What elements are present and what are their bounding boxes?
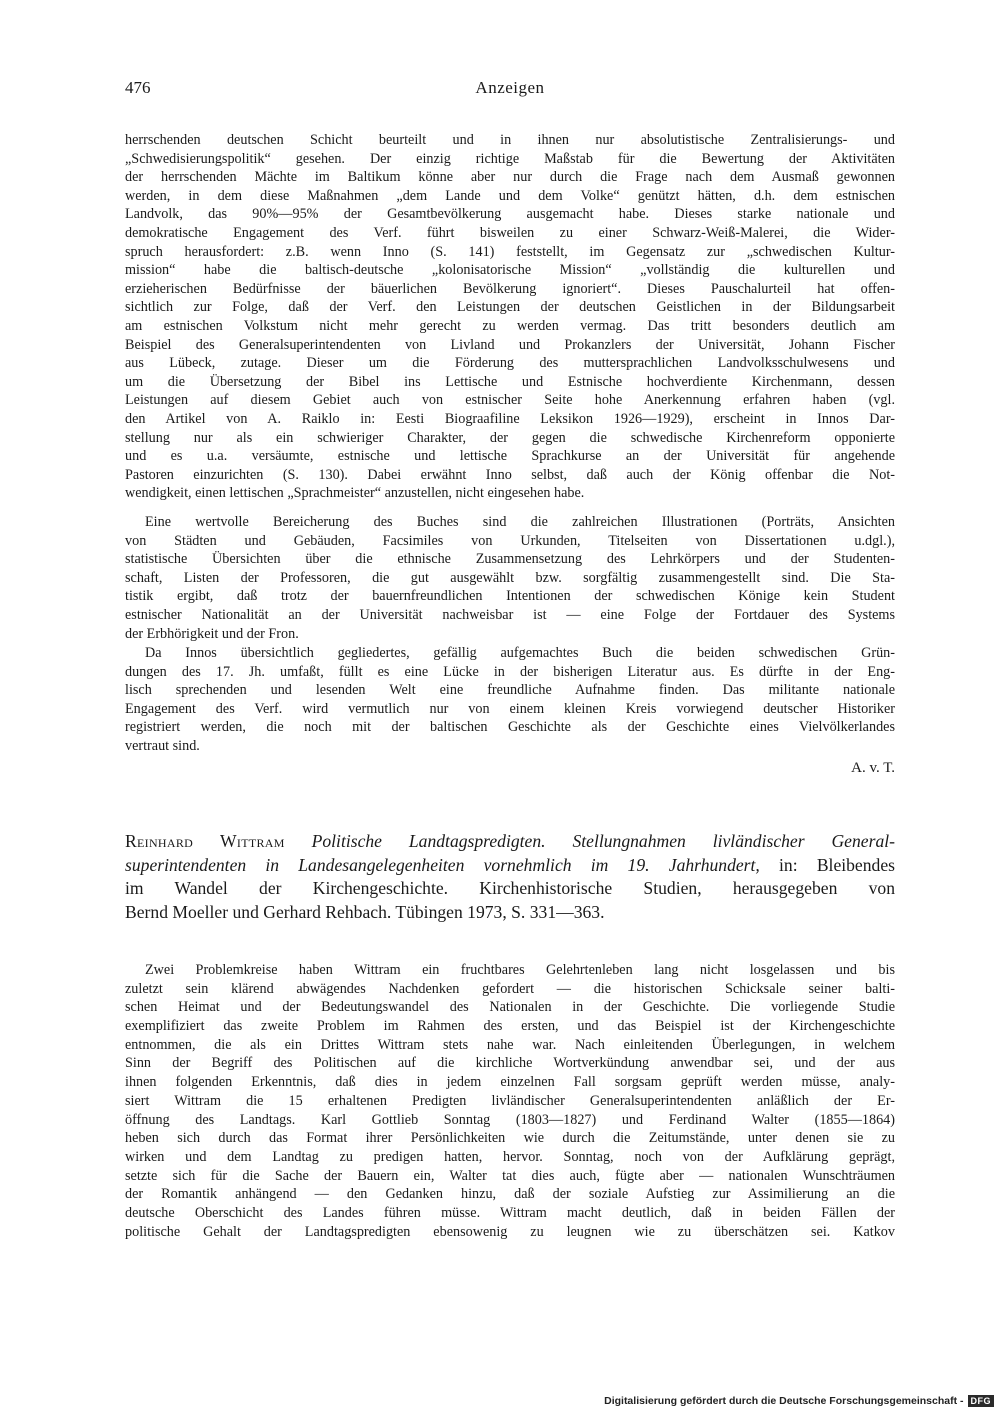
running-head: Anzeigen	[475, 78, 545, 97]
citation-line: Bernd Moeller und Gerhard Rehbach. Tübingen 1973, S. 331—363.	[125, 901, 605, 922]
text-line: Landvolk, das 90%—95% der Gesamtbevölkerung ausgemacht habe. Dieses starke nationale und	[125, 206, 895, 223]
text-line: politische Gehalt der Landtagspredigten ebensowenig zu leugnen wie zu überschätzen sei. Katkov	[125, 1223, 895, 1240]
text-line: wendigkeit, einen lettischen „Sprachmeister“ anzustellen, nicht eingesehen habe.	[125, 485, 585, 502]
text-line: entnommen, die als ein Drittes Wittram stets nahe war. Nach einleitenden Überlegungen, in welchem	[125, 1036, 895, 1053]
citation-line: im Wandel der Kirchengeschichte. Kirchenhistorische Studien, herausgegeben von	[125, 878, 895, 898]
text-line: herrschenden deutschen Schicht beurteilt und in ihnen nur absolutistische Zentralisierungs- und	[125, 132, 895, 148]
text-line: dungen des 17. Jh. umfaßt, füllt es eine Lücke in der bisherigen Literatur aus. Es dürfte in der Eng-	[125, 663, 895, 680]
text-line: am estnischen Volkstum nicht mehr gerecht zu werden vermag. Das tritt besonders deutlich am	[125, 317, 895, 334]
citation-author: Reinhard Wittram	[125, 831, 285, 851]
text-line: „Schwedisierungspolitik“ gesehen. Der einzig richtige Maßstab für die Bewertung der Aktivitäten	[125, 150, 895, 167]
citation-line	[125, 854, 895, 878]
text-line: lisch sprechenden und lesenden Welt eine freundliche Aufnahme finden. Das militante nationale	[125, 682, 895, 699]
text-line: von Städten und Gebäuden, Facsimiles von Urkunden, Titelseiten von Dissertationen u.dgl.),	[125, 532, 895, 549]
page-header	[125, 78, 895, 102]
text-line: sichtlich zur Folge, daß der Verf. den Leistungen der deutschen Geistlichen in der Bildungsarbeit	[125, 299, 895, 316]
text-line: vertraut sind.	[125, 737, 200, 754]
text-line: schaft, Listen der Professoren, die gut ausgewählt bzw. sorgfältig zusammengestellt sind. Die Sta-	[125, 569, 895, 586]
text-line: spruch herausfordert: z.B. wenn Inno (S. 141) feststellt, im Gegensatz zur „schwedischen Kultur-	[125, 243, 895, 260]
text-line: schen Heimat und der Bedeutungswandel des Nationalen in der Geschichte. Die vorliegende Studie	[125, 999, 895, 1016]
text-line: tistik ergibt, daß trotz der bauernfreundlichen Intentionen der schwedischen Könige kein Student	[125, 588, 895, 605]
text-line: erzieherischen Bedürfnisse der bäuerlichen Bevölkerung ignoriert“. Dieses Pauschalurteil hat offen-	[125, 280, 895, 297]
text-line: den Artikel von A. Raiklo in: Eesti Biograafiline Leksikon 1926—1929), erscheint in Innos Dar-	[125, 410, 895, 427]
text-line: Beispiel des Generalsuperintendenten von Livland und Prokanzlers der Universität, Johann Fischer	[125, 336, 895, 353]
text-line: zuletzt sein klärend abwägendes Nachdenken gefordert — die historischen Schicksale seiner balti-	[125, 980, 895, 997]
text-line: siert Wittram die 15 erhaltenen Predigten livländischer Generalsuperintendenten anläßlich der Er-	[125, 1092, 895, 1109]
text-line: stellung nur als ein schwieriger Charakter, der gegen die schwedische Kirchenreform opponierte	[125, 429, 895, 446]
text-line: ihnen folgenden Erkenntnis, daß dies in jedem einzelnen Fall sorgsam geprüft werden müsse, analy-	[125, 1074, 895, 1091]
page-number: 476	[125, 78, 151, 97]
review-paragraph-2	[125, 513, 895, 643]
text-line: registriert werden, die noch mit der baltischen Geschichte als der Geschichte eines Vielvölkerlandes	[125, 719, 895, 736]
review-2-paragraph	[125, 961, 895, 1241]
reviewer-signature: A. v. T.	[851, 760, 895, 776]
text-line: exemplifiziert das zweite Problem im Rahmen des ersten, und das Beispiel ist der Kirchengeschichte	[125, 1018, 895, 1035]
text-line: der Romantik anhängend — den Gedanken hinzu, daß der soziale Aufstieg zur Assimilierung an die	[125, 1186, 895, 1203]
text-line: setzte sich für die Sache der Bauern ein, Walter tat dies auch, fügte aber — nationalen Wunschträumen	[125, 1167, 895, 1184]
text-line: statistische Übersichten über die ethnische Zusammensetzung des Lehrkörpers und der Studenten-	[125, 551, 895, 568]
citation-title: Politische Landtagspredigten. Stellungnahmen livländischer General-	[311, 831, 895, 851]
text-line: Pastoren einzurichten (S. 130). Dabei erwähnt Inno selbst, daß auch der König offenbar die Not-	[125, 466, 895, 483]
text-line: Sinn der Begriff des Politischen auf die kirchliche Wortverkündung anwendbar sei, und der aus	[125, 1055, 895, 1072]
citation-line	[125, 830, 895, 854]
citation-heading	[125, 830, 895, 924]
citation-title: superintendenten in Landesangelegenheiten vornehmlich im 19. Jahrhundert,	[125, 854, 760, 875]
text-line: mission“ habe die baltisch-deutsche „kolonisatorische Mission“ „vollständig die kulturellen und	[125, 262, 895, 279]
citation-in: in: Bleibendes	[759, 854, 895, 875]
text-line: aus Lübeck, zutage. Dieser um die Förderung des muttersprachlichen Landvolksschulwesens und	[125, 355, 895, 372]
dfg-logo: DFG	[968, 1395, 995, 1407]
text-line: und es u.a. versäumte, estnische und lettische Sprachkurse an der Universität für angehende	[125, 448, 895, 465]
footer-text: Digitalisierung gefördert durch die Deutsche Forschungsgemeinschaft -	[604, 1395, 964, 1407]
text-line: Engagement des Verf. wird vermutlich nur von einem kleinen Kreis vorwiegend deutscher Historiker	[125, 700, 895, 717]
text-line: heben sich durch das Format ihrer Persönlichkeiten wie durch die Zeitumstände, unter denen sie zu	[125, 1130, 895, 1147]
text-line: Zwei Problemkreise haben Wittram ein fruchtbares Gelehrtenleben lang nicht losgelassen und bis	[145, 962, 895, 978]
digitization-footer	[604, 1394, 994, 1408]
text-line: der Erbhörigkeit und der Fron.	[125, 625, 299, 642]
text-line: demokratische Engagement des Verf. führt bisweilen zu einer Schwarz-Weiß-Malerei, die Wider-	[125, 224, 895, 241]
text-line: Eine wertvolle Bereicherung des Buches sind die zahlreichen Illustrationen (Porträts, Ansichten	[145, 514, 895, 530]
text-line: estnischer Nationalität an der Universität nachweisbar ist — eine Folge der Fortdauer des Systems	[125, 606, 895, 623]
text-line: um die Übersetzung der Bibel ins Lettische und Estnische hochverdiente Kirchenmann, dessen	[125, 373, 895, 390]
text-line: Da Innos übersichtlich gegliedertes, gefällig aufgemachtes Buch die beiden schwedischen Grün-	[145, 645, 895, 661]
text-line: werden, in dem diese Maßnahmen „dem Lande und dem Volke“ genützt hätten, d.h. dem estnischen	[125, 187, 895, 204]
text-line: deutsche Oberschicht des Landes führen müsse. Wittram macht deutlich, daß in beiden Fällen der	[125, 1204, 895, 1221]
text-line: wirken und dem Landtag zu predigen hatten, hervor. Sonntag, noch von der Aufklärung geprägt,	[125, 1148, 895, 1165]
text-line: öffnung des Landtags. Karl Gottlieb Sonntag (1803—1827) und Ferdinand Walter (1855—1864)	[125, 1111, 895, 1128]
text-line: der herrschenden Mächte im Baltikum könne aber nur durch die Frage nach dem Ausmaß gewonnen	[125, 169, 895, 186]
review-paragraph-3	[125, 644, 895, 756]
review-paragraph-1	[125, 131, 895, 503]
text-line: Leistungen auf diesem Gebiet auch von estnischer Seite hohe Anerkennung erfahren haben (vgl.	[125, 392, 895, 409]
